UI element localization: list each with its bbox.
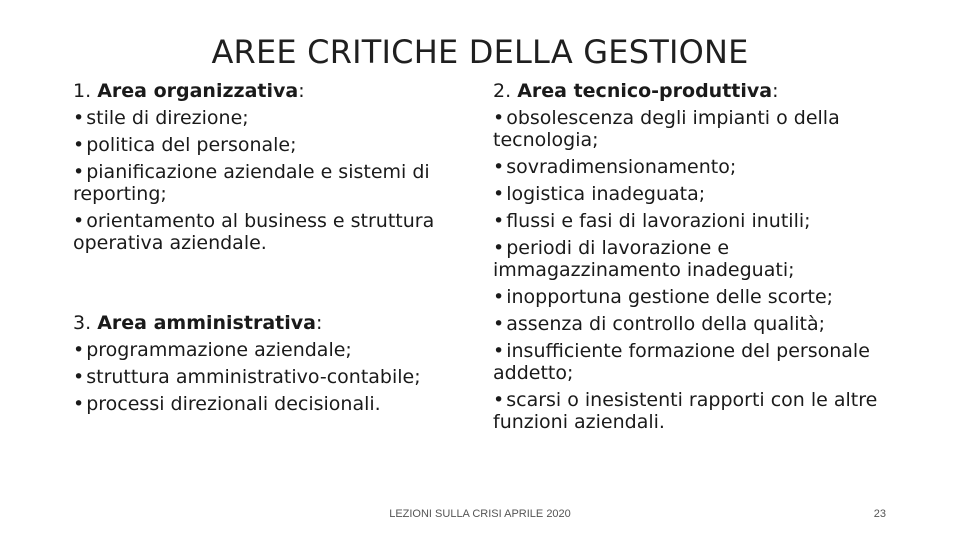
list-item-text: periodi di lavorazione e immagazzinamento inadeguati; — [493, 237, 795, 281]
bullet: • — [73, 161, 85, 183]
bullet: • — [493, 107, 505, 129]
area-number: 1. — [73, 80, 92, 102]
list-item — [73, 210, 478, 254]
bullet: • — [73, 107, 85, 129]
list-item — [493, 340, 903, 384]
area-number: 2. — [493, 80, 512, 102]
bullet: • — [73, 393, 85, 415]
list-item-text: programmazione aziendale; — [86, 339, 352, 361]
list-item — [493, 389, 903, 433]
list-item-text: struttura amministrativo-contabile; — [86, 366, 421, 388]
list-item — [73, 339, 478, 361]
area-organizzativa-block — [73, 80, 478, 259]
area-name: Area tecnico-produttiva — [517, 80, 773, 102]
list-item-text: stile di direzione; — [86, 107, 249, 129]
area-organizzativa-heading — [73, 80, 478, 102]
list-item-text: processi direzionali decisionali. — [86, 393, 381, 415]
bullet: • — [493, 286, 505, 308]
area-suffix: : — [772, 80, 779, 102]
list-item-text: insufficiente formazione del personale addetto; — [493, 340, 870, 384]
area-name: Area amministrativa — [97, 312, 316, 334]
list-item-text: sovradimensionamento; — [506, 156, 737, 178]
bullet: • — [493, 156, 505, 178]
bullet: • — [73, 210, 85, 232]
list-item-text: scarsi o inesistenti rapporti con le altre funzioni aziendali. — [493, 389, 878, 433]
list-item — [73, 366, 478, 388]
list-item-text: orientamento al business e struttura operativa aziendale. — [73, 210, 435, 254]
list-item-text: politica del personale; — [86, 134, 297, 156]
list-item — [73, 393, 478, 415]
bullet: • — [493, 313, 505, 335]
list-item-text: flussi e fasi di lavorazioni inutili; — [506, 210, 811, 232]
list-item — [493, 156, 903, 178]
bullet: • — [73, 366, 85, 388]
bullet: • — [493, 340, 505, 362]
list-item — [73, 107, 478, 129]
list-item — [493, 107, 903, 151]
bullet: • — [493, 237, 505, 259]
footer-text: LEZIONI SULLA CRISI APRILE 2020 — [389, 508, 571, 520]
list-item — [493, 210, 903, 232]
area-name: Area organizzativa — [97, 80, 299, 102]
area-suffix: : — [298, 80, 305, 102]
bullet: • — [493, 210, 505, 232]
area-amministrativa-block — [73, 312, 478, 420]
list-item-text: logistica inadeguata; — [506, 183, 706, 205]
list-item — [73, 161, 478, 205]
area-tecnico-produttiva-heading — [493, 80, 903, 102]
slide-title: AREE CRITICHE DELLA GESTIONE — [211, 33, 749, 71]
list-item — [493, 286, 903, 308]
bullet: • — [493, 389, 505, 411]
bullet: • — [493, 183, 505, 205]
bullet: • — [73, 134, 85, 156]
list-item — [73, 134, 478, 156]
list-item-text: inopportuna gestione delle scorte; — [506, 286, 834, 308]
list-item-text: obsolescenza degli impianti o della tecnologia; — [493, 107, 840, 151]
list-item — [493, 313, 903, 335]
area-amministrativa-heading — [73, 312, 478, 334]
list-item-text: pianificazione aziendale e sistemi di reporting; — [73, 161, 430, 205]
area-tecnico-produttiva-block — [493, 80, 903, 438]
bullet: • — [73, 339, 85, 361]
list-item — [493, 237, 903, 281]
area-number: 3. — [73, 312, 92, 334]
page-number: 23 — [873, 508, 886, 520]
list-item — [493, 183, 903, 205]
area-suffix: : — [315, 312, 323, 334]
list-item-text: assenza di controllo della qualità; — [506, 313, 826, 335]
